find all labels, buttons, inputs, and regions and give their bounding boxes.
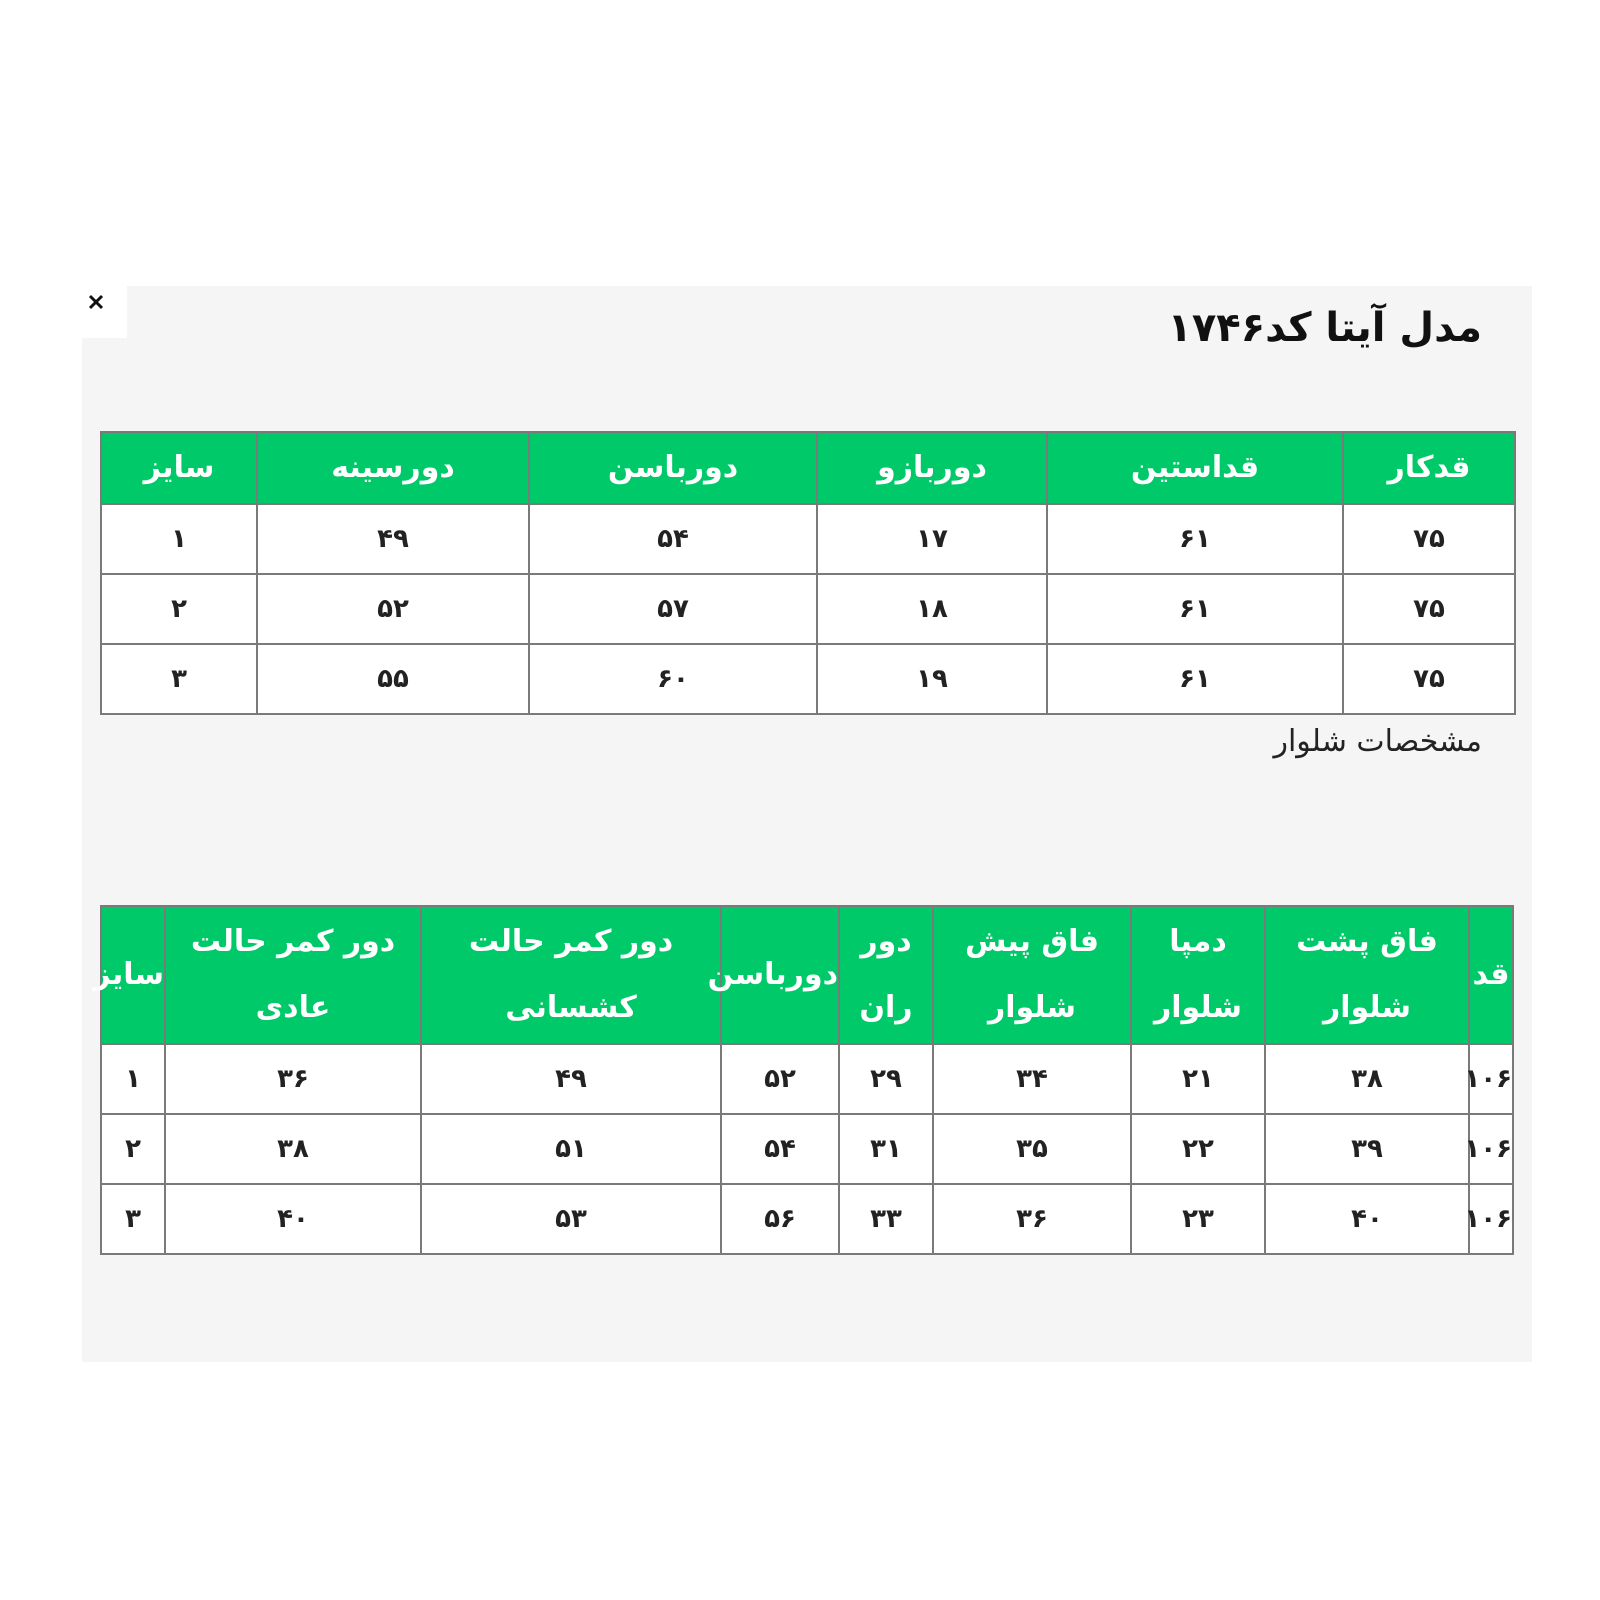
table-cell: ۲ xyxy=(101,1114,165,1184)
header-cell: قداستین xyxy=(1047,432,1343,504)
close-icon xyxy=(87,293,105,311)
table-cell: ۶۱ xyxy=(1047,644,1343,714)
header-cell: دورباسن xyxy=(529,432,817,504)
bottom-size-table xyxy=(93,905,1514,1255)
table-cell: ۵۱ xyxy=(421,1114,721,1184)
table-cell: ۶۱ xyxy=(1047,574,1343,644)
table-cell: ۳۵ xyxy=(933,1114,1131,1184)
header-cell: قدکار xyxy=(1343,432,1515,504)
table-cell: ۲۳ xyxy=(1131,1184,1265,1254)
table-cell: ۱۰۶ xyxy=(1469,1044,1513,1114)
table-cell: ۳۴ xyxy=(933,1044,1131,1114)
table-cell: ۱ xyxy=(101,1044,165,1114)
table-cell: ۳ xyxy=(101,1184,165,1254)
table-header-row xyxy=(101,906,1513,1044)
table-cell: ۲۱ xyxy=(1131,1044,1265,1114)
table-cell: ۳ xyxy=(101,644,257,714)
table-cell: ۷۵ xyxy=(1343,504,1515,574)
table-row xyxy=(101,574,1515,644)
table-header-row xyxy=(101,432,1515,504)
header-cell: فاق پیش شلوار xyxy=(933,906,1131,1044)
table-cell: ۲۲ xyxy=(1131,1114,1265,1184)
table-cell: ۱۹ xyxy=(817,644,1047,714)
table-cell: ۳۶ xyxy=(165,1044,421,1114)
table-cell: ۴۰ xyxy=(1265,1184,1469,1254)
header-cell: سایز xyxy=(101,906,165,1044)
table-cell: ۵۴ xyxy=(721,1114,839,1184)
header-cell: دوربازو xyxy=(817,432,1047,504)
table-cell: ۲۹ xyxy=(839,1044,933,1114)
header-cell: دورباسن xyxy=(721,906,839,1044)
header-cell: دور کمر حالت عادی xyxy=(165,906,421,1044)
table-cell: ۳۸ xyxy=(165,1114,421,1184)
table-cell: ۵۵ xyxy=(257,644,529,714)
table-cell: ۷۵ xyxy=(1343,644,1515,714)
table-cell: ۵۶ xyxy=(721,1184,839,1254)
header-cell: قد xyxy=(1469,906,1513,1044)
table-cell: ۴۰ xyxy=(165,1184,421,1254)
table-cell: ۴۹ xyxy=(257,504,529,574)
top-size-table xyxy=(100,431,1516,715)
table-cell: ۳۸ xyxy=(1265,1044,1469,1114)
header-cell: سایز xyxy=(101,432,257,504)
table-cell: ۵۷ xyxy=(529,574,817,644)
table-cell: ۳۹ xyxy=(1265,1114,1469,1184)
table-cell: ۶۱ xyxy=(1047,504,1343,574)
pants-spec-label: مشخصات شلوار xyxy=(1273,724,1482,759)
table-cell: ۵۲ xyxy=(721,1044,839,1114)
table-cell: ۳۳ xyxy=(839,1184,933,1254)
page-title: مدل آیتا کد۱۷۴۶ xyxy=(1167,305,1482,351)
header-cell: دور ران xyxy=(839,906,933,1044)
close-button[interactable] xyxy=(75,279,127,338)
header-cell: دور کمر حالت کشسانی xyxy=(421,906,721,1044)
table-cell: ۴۹ xyxy=(421,1044,721,1114)
table-row xyxy=(101,1044,1513,1114)
table-cell: ۵۳ xyxy=(421,1184,721,1254)
table-cell: ۱ xyxy=(101,504,257,574)
table-row xyxy=(101,504,1515,574)
table-cell: ۱۷ xyxy=(817,504,1047,574)
table-cell: ۱۰۶ xyxy=(1469,1114,1513,1184)
table-cell: ۳۶ xyxy=(933,1184,1131,1254)
table-cell: ۲ xyxy=(101,574,257,644)
table-cell: ۵۲ xyxy=(257,574,529,644)
table-row xyxy=(101,644,1515,714)
table-cell: ۱۸ xyxy=(817,574,1047,644)
header-cell: دورسینه xyxy=(257,432,529,504)
table-row xyxy=(101,1184,1513,1254)
table-row xyxy=(101,1114,1513,1184)
table-cell: ۵۴ xyxy=(529,504,817,574)
table-cell: ۶۰ xyxy=(529,644,817,714)
table-cell: ۱۰۶ xyxy=(1469,1184,1513,1254)
header-cell: فاق پشت شلوار xyxy=(1265,906,1469,1044)
table-cell: ۳۱ xyxy=(839,1114,933,1184)
header-cell: دمپا شلوار xyxy=(1131,906,1265,1044)
table-cell: ۷۵ xyxy=(1343,574,1515,644)
